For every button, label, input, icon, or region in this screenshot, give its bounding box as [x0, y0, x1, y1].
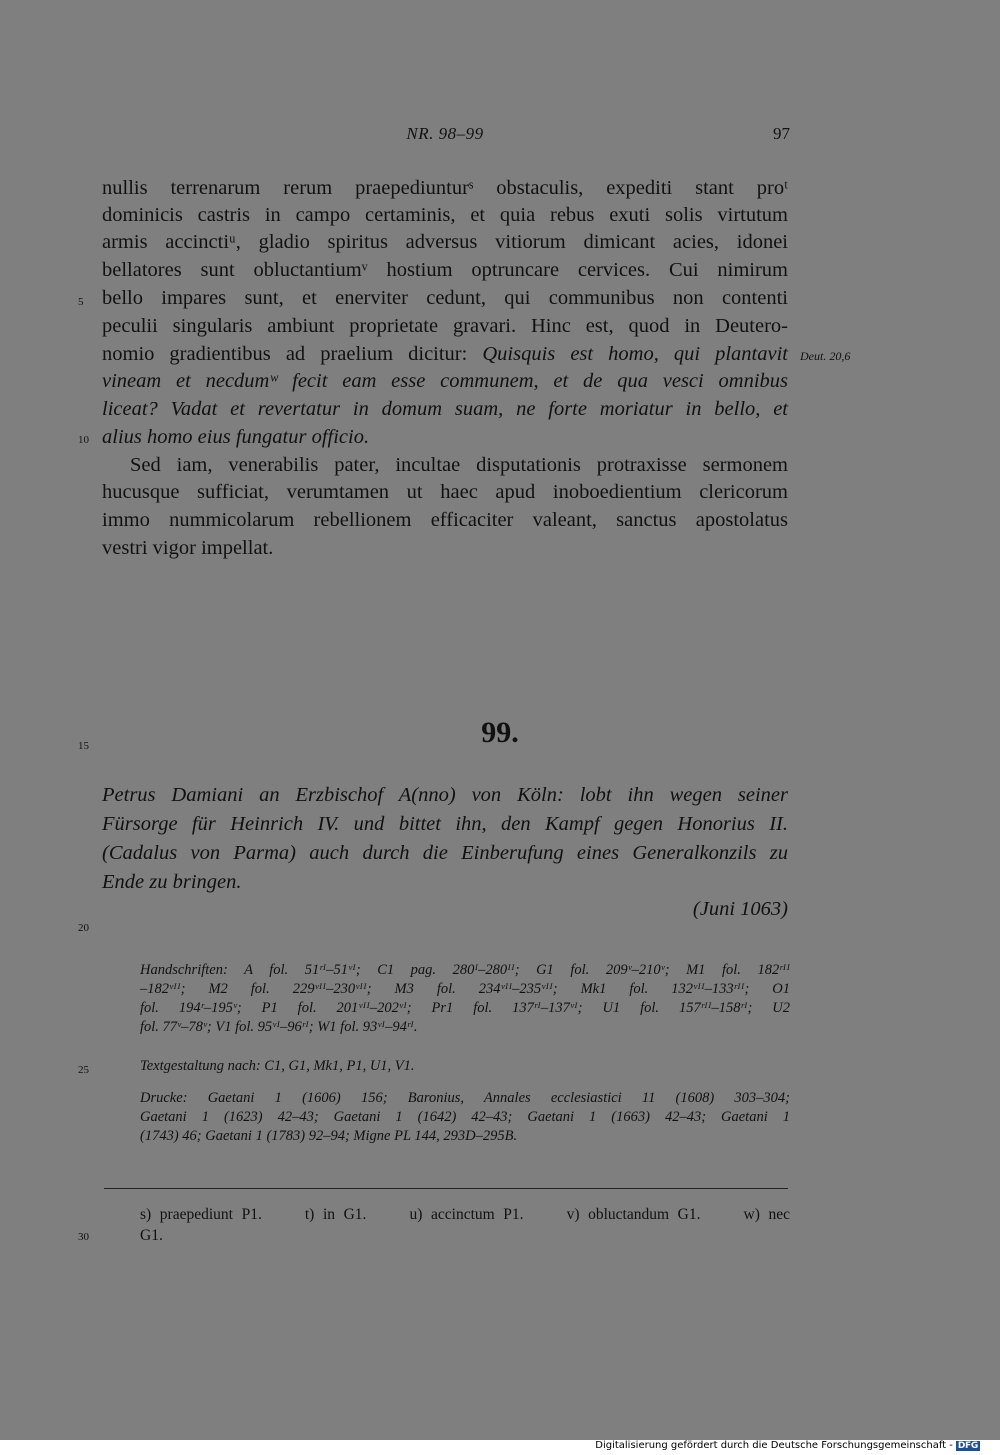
running-title: NR. 98–99	[406, 124, 484, 143]
textgestaltung: Textgestaltung nach: C1, G1, Mk1, P1, U1, V1.	[140, 1058, 415, 1074]
line-number: 15	[78, 740, 89, 752]
footnote-line: s) praepediunt P1. t) in G1. u) accinctum P1. v) obluctandum G1. w) nec	[140, 1206, 790, 1223]
body-text: nomio gradientibus ad praelium dicitur:	[102, 343, 483, 365]
body-line: armis accinctiᵘ, gladio spiritus adversus vitiorum dimicant acies, idonei	[102, 231, 788, 253]
regest-line: Ende zu bringen.	[102, 871, 242, 893]
footnote-line: G1.	[140, 1227, 163, 1244]
regest-line: Petrus Damiani an Erzbischof A(nno) von Köln: lobt ihn wegen seiner	[102, 784, 788, 806]
running-header	[100, 124, 790, 148]
body-line: dominicis castris in campo certaminis, et quia rebus exuti solis virtutum	[102, 204, 788, 226]
body-line: vestri vigor impellat.	[102, 537, 274, 559]
manuscripts-line: –182ᵛᴵᴵ; M2 fol. 229ᵛᴵᴵ–230ᵛᴵᴵ; M3 fol. 234ᵛᴵᴵ–235ᵛᴵᴵ; Mk1 fol. 132ᵛᴵᴵ–133ʳᴵᴵ; O1	[140, 981, 790, 997]
quotation-line: liceat? Vadat et revertatur in domum suam, ne forte moriatur in bello, et	[102, 398, 788, 420]
line-number: 25	[78, 1064, 89, 1076]
document-number: 99.	[481, 716, 519, 749]
body-line: nullis terrenarum rerum praepediunturˢ obstaculis, expediti stant proᵗ	[102, 177, 788, 199]
drucke-line: Drucke: Gaetani 1 (1606) 156; Baronius, Annales ecclesiastici 11 (1608) 303–304;	[140, 1090, 790, 1106]
manuscripts-line: Handschriften: A fol. 51ʳᴵ–51ᵛᴵ; C1 pag. 280ᴵ–280ᴵᴵ; G1 fol. 209ᵛ–210ᵛ; M1 fol. 182ʳᴵᴵ	[140, 962, 790, 978]
line-number: 20	[78, 922, 89, 934]
body-line	[102, 341, 788, 368]
body-line: bellatores sunt obluctantiumᵛ hostium optruncare cervices. Cui nimirum	[102, 259, 788, 281]
quotation-start: Quisquis est homo, qui plantavit	[482, 343, 788, 365]
body-line: peculii singularis ambiunt proprietate gravari. Hinc est, quod in Deutero-	[102, 315, 788, 337]
body-line: Sed iam, venerabilis pater, incultae disputationis protraxisse sermonem	[130, 454, 788, 476]
document-date: (Juni 1063)	[692, 898, 788, 920]
body-line: bello impares sunt, et enerviter cedunt, qui communibus non contenti	[102, 287, 788, 309]
quotation-line: vineam et necdumʷ fecit eam esse communem, et de qua vesci omnibus	[102, 370, 788, 392]
line-number: 30	[78, 1231, 89, 1243]
body-line: immo nummicolarum rebellionem efficaciter valeant, sanctus apostolatus	[102, 509, 788, 531]
regest-line: (Cadalus von Parma) auch durch die Einberufung eines Generalkonzils zu	[102, 842, 788, 864]
line-number: 10	[78, 434, 89, 446]
drucke-line: (1743) 46; Gaetani 1 (1783) 92–94; Migne PL 144, 293D–295B.	[140, 1128, 518, 1144]
credit-text: Digitalisierung gefördert durch die Deutsche Forschungsgemeinschaft -	[595, 1440, 953, 1451]
margin-reference: Deut. 20,6	[800, 349, 851, 363]
page-number: 97	[773, 124, 790, 143]
footnote-separator	[104, 1188, 788, 1189]
manuscripts-line: fol. 77ᵛ–78ᵛ; V1 fol. 95ᵛᴵ–96ʳᴵ; W1 fol. 93ᵛᴵ–94ʳᴵ.	[140, 1019, 418, 1035]
drucke-line: Gaetani 1 (1623) 42–43; Gaetani 1 (1642) 42–43; Gaetani 1 (1663) 42–43; Gaetani 1	[140, 1109, 790, 1125]
manuscripts-line: fol. 194ʳ–195ᵛ; P1 fol. 201ᵛᴵᴵ–202ᵛᴵ; Pr1 fol. 137ʳᴵ–137ᵛᴵ; U1 fol. 157ʳᴵᴵ–158ʳᴵ; U2	[140, 1000, 790, 1016]
funding-credit	[595, 1440, 980, 1451]
line-number: 5	[78, 296, 84, 308]
regest-line: Fürsorge für Heinrich IV. und bittet ihn, den Kampf gegen Honorius II.	[102, 813, 788, 835]
quotation-line: alius homo eius fungatur officio.	[102, 426, 370, 448]
dfg-logo-icon: DFG	[957, 1440, 978, 1451]
body-line: hucusque sufficiat, verumtamen ut haec apud inoboedientium clericorum	[102, 481, 788, 503]
